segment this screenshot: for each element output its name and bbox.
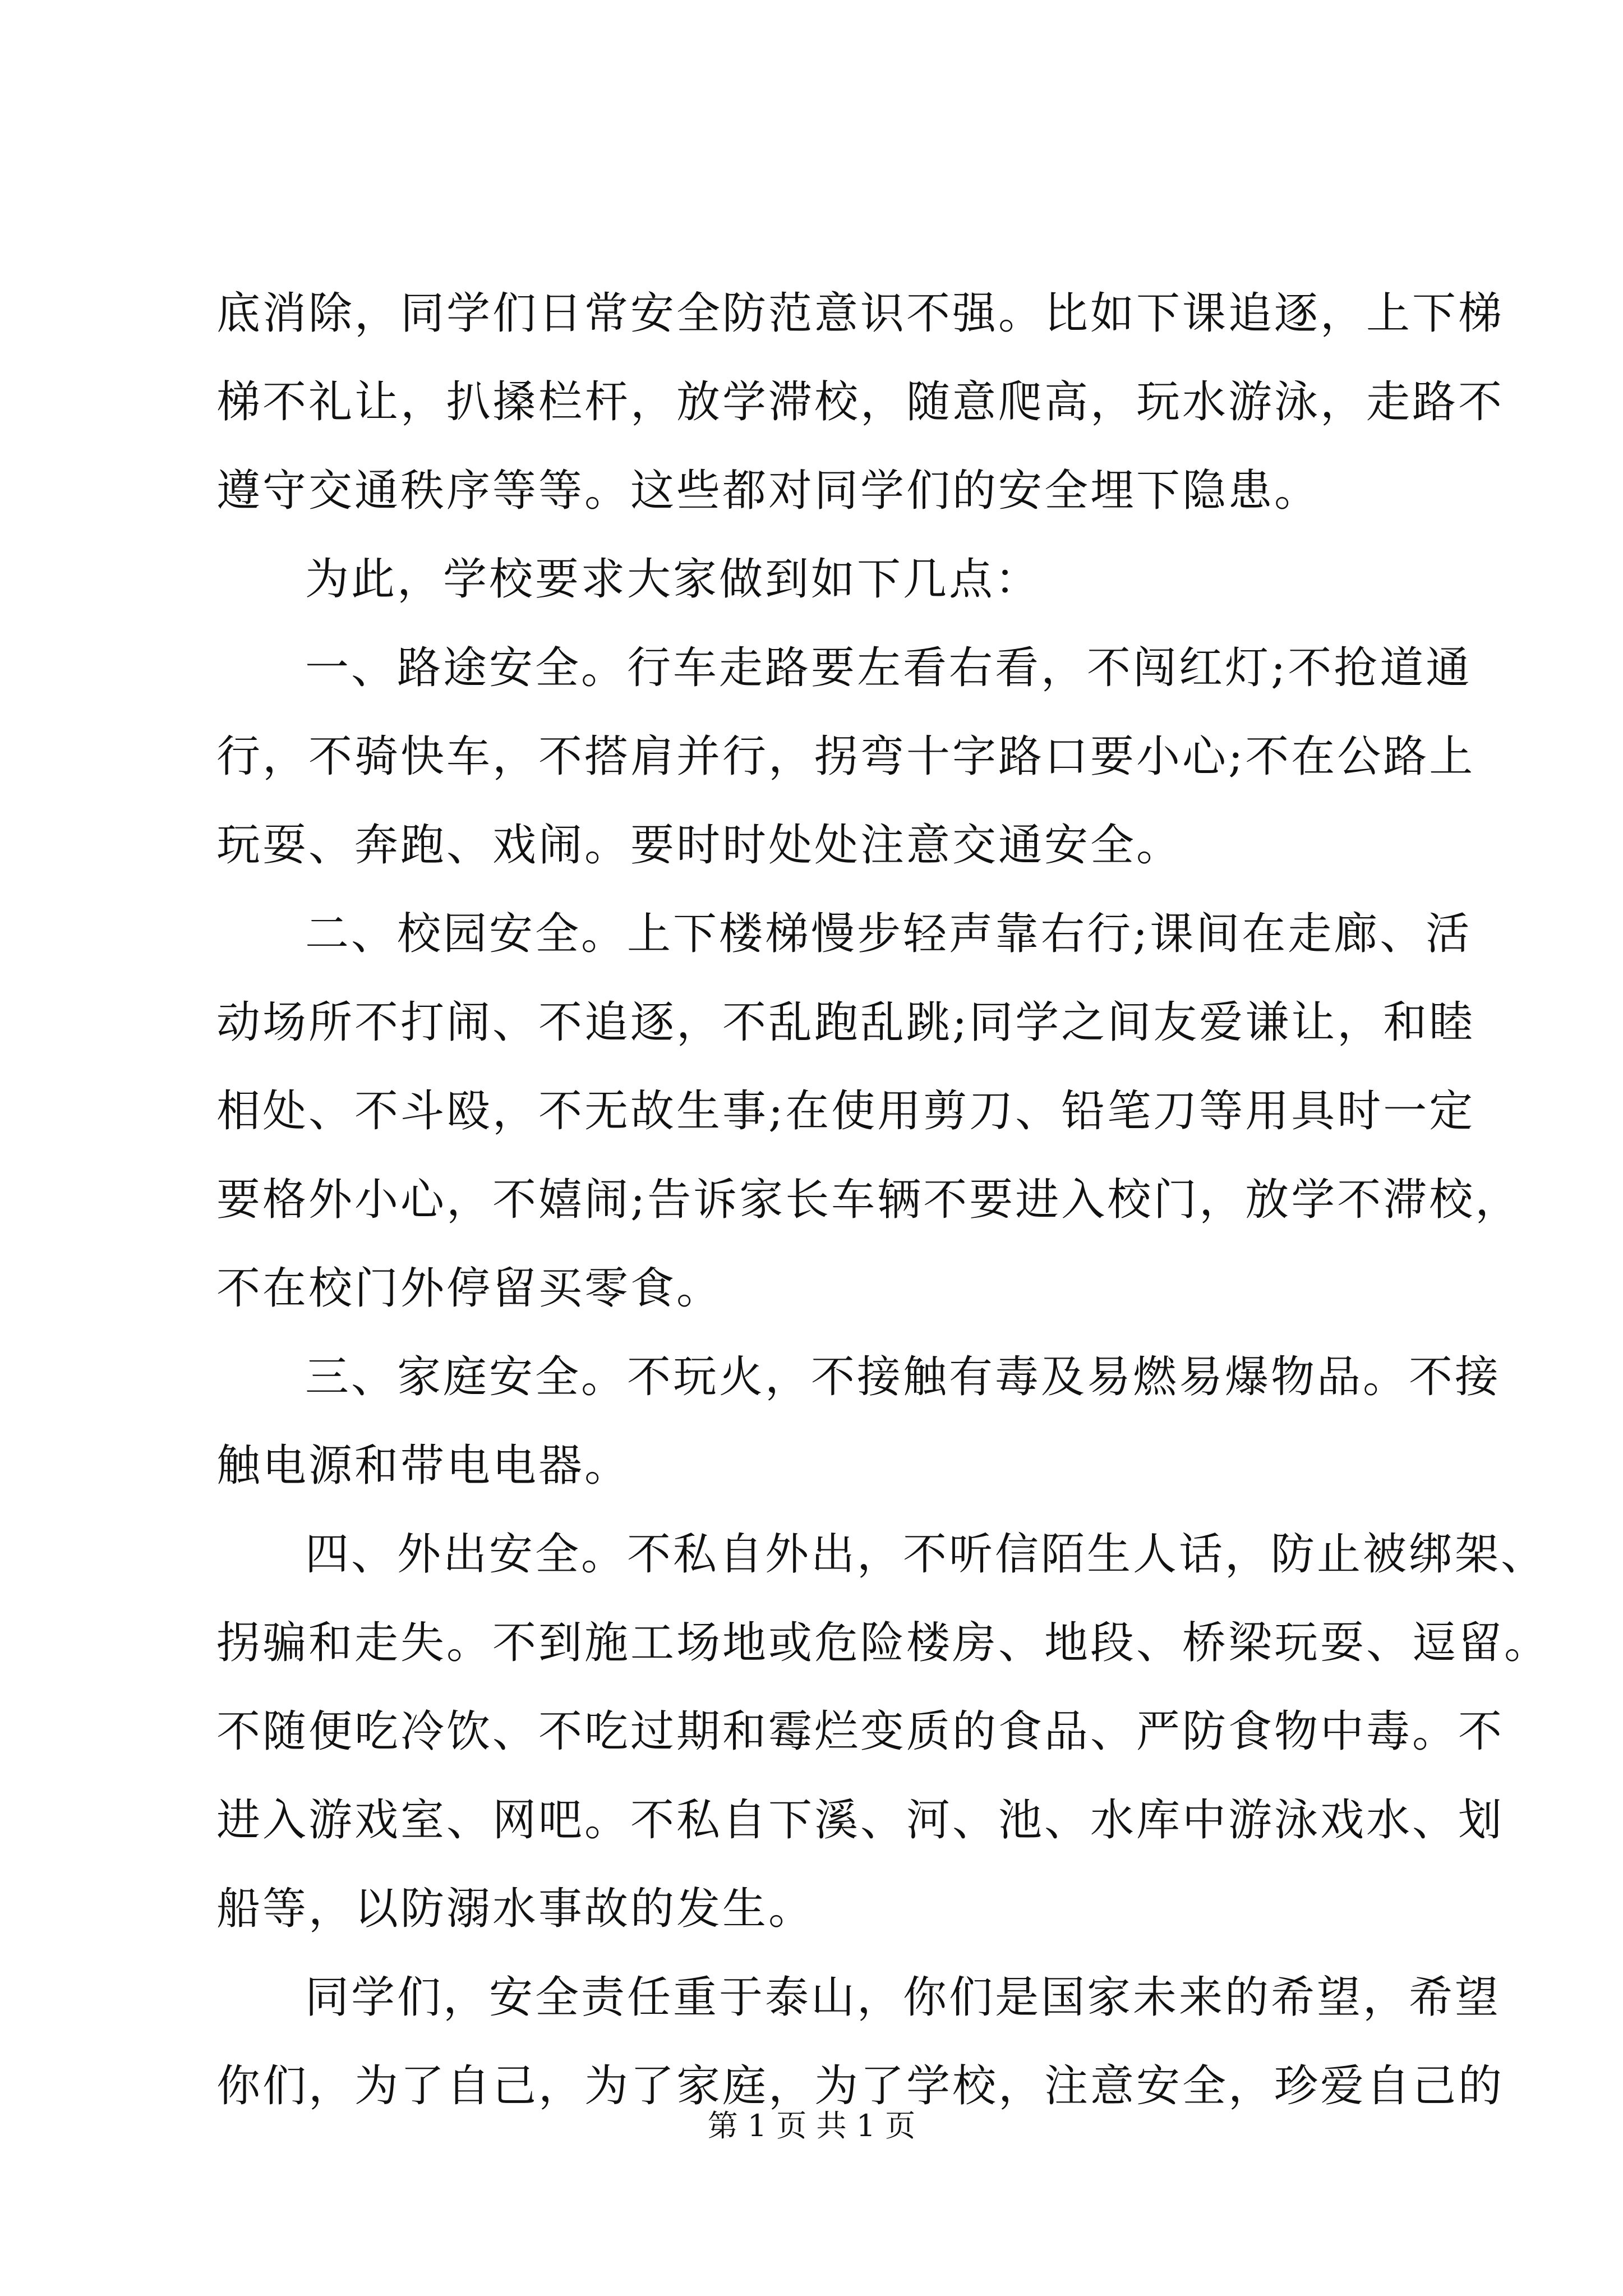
body-text bbox=[216, 269, 1551, 2131]
text-line: 梯不礼让，扒搡栏杆，放学滞校，随意爬高，玩水游泳，走路不 bbox=[216, 377, 1505, 427]
text-line: 你们，为了自己，为了家庭，为了学校，注意安全，珍爱自己的 bbox=[216, 2061, 1505, 2111]
text-line: 玩耍、奔跑、戏闹。要时时处处注意交通安全。 bbox=[216, 820, 1183, 871]
text-line: 不在校门外停留买零食。 bbox=[216, 1263, 723, 1314]
text-line: 底消除，同学们日常安全防范意识不强。比如下课追逐，上下梯 bbox=[216, 288, 1505, 339]
text-line: 船等，以防溺水事故的发生。 bbox=[216, 1884, 815, 1934]
text-line: 相处、不斗殴，不无故生事;在使用剪刀、铅笔刀等用具时一定 bbox=[216, 1086, 1476, 1137]
paragraph-first-line: 一、路途安全。行车走路要左看右看，不闯红灯;不抢道通 bbox=[305, 643, 1472, 693]
paragraph-first-line: 四、外出安全。不私自外出，不听信陌生人话，防止被绑架、 bbox=[305, 1529, 1547, 1580]
text-line: 遵守交通秩序等等。这些都对同学们的安全埋下隐患。 bbox=[216, 466, 1321, 516]
text-line: 不随便吃冷饮、不吃过期和霉烂变质的食品、严防食物中毒。不 bbox=[216, 1706, 1505, 1757]
paragraph-first-line: 三、家庭安全。不玩火，不接触有毒及易燃易爆物品。不接 bbox=[305, 1352, 1501, 1402]
text-line: 要格外小心，不嬉闹;告诉家长车辆不要进入校门，放学不滞校， bbox=[216, 1175, 1521, 1225]
text-line: 动场所不打闹、不追逐，不乱跑乱跳;同学之间友爱谦让，和睦 bbox=[216, 997, 1476, 1048]
page-footer: 第 1 页 共 1 页 bbox=[707, 2108, 916, 2143]
paragraph-first-line: 为此，学校要求大家做到如下几点： bbox=[305, 554, 1041, 605]
text-line: 触电源和带电电器。 bbox=[216, 1441, 631, 1491]
paragraph-first-line: 同学们，安全责任重于泰山，你们是国家未来的希望，希望 bbox=[305, 1972, 1501, 2023]
text-line: 拐骗和走失。不到施工场地或危险楼房、地段、桥梁玩耍、逗留。 bbox=[216, 1618, 1551, 1668]
text-line: 行，不骑快车，不搭肩并行，拐弯十字路口要小心;不在公路上 bbox=[216, 731, 1476, 782]
text-line: 进入游戏室、网吧。不私自下溪、河、池、水库中游泳戏水、划 bbox=[216, 1795, 1505, 1846]
paragraph-first-line: 二、校园安全。上下楼梯慢步轻声靠右行;课间在走廊、活 bbox=[305, 909, 1472, 959]
